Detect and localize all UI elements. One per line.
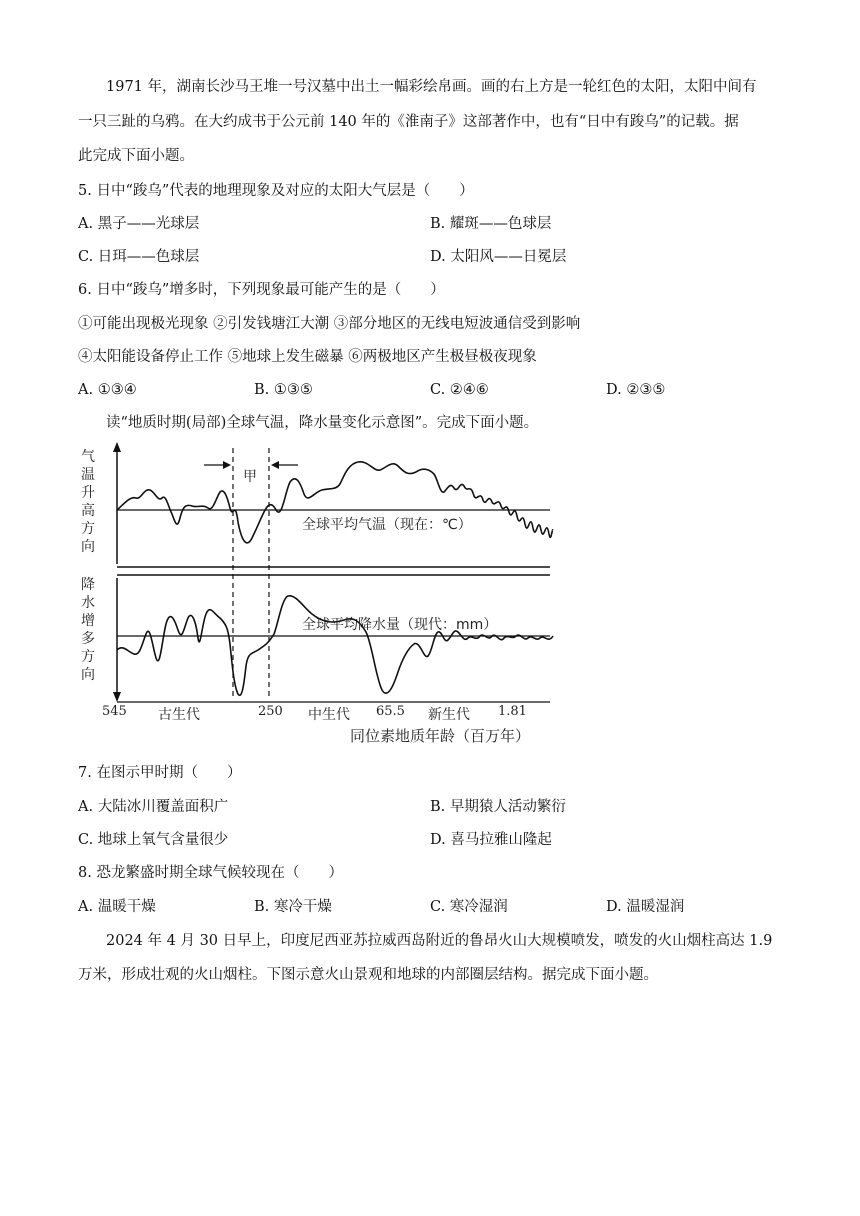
x-tick-1-81: 1.81 [498,704,527,719]
question-5-option-a[interactable]: A. 黑子——光球层 [78,216,200,232]
question-7-option-c[interactable]: C. 地球上氧气含量很少 [78,832,229,848]
question-8-stem: 8. 恐龙繁盛时期全球气候较现在（ ） [78,865,343,881]
precip-axis-arrow [113,692,121,702]
precip-axis-label: 降水增多方向 [81,577,95,683]
x-tick-545: 545 [102,704,127,719]
era-label-mesozoic: 中生代 [308,707,350,723]
question-7-option-d[interactable]: D. 喜马拉雅山隆起 [430,832,552,848]
question-6-option-a[interactable]: A. ①③④ [78,382,137,398]
x-tick-250: 250 [258,704,283,719]
question-8-option-c[interactable]: C. 寒冷湿润 [430,899,508,915]
question-6-option-b[interactable]: B. ①③⑤ [254,382,313,398]
question-6-stem: 6. 日中“踆乌”增多时，下列现象最可能产生的是（ ） [78,282,445,298]
temp-axis-label: 气温升高方向 [81,449,95,555]
question-8-option-a[interactable]: A. 温暖干燥 [78,899,156,915]
temp-axis-arrow [113,442,121,452]
period-jia-label: 甲 [243,469,257,485]
question-6-items-line-2: ④太阳能设备停止工作 ⑤地球上发生磁暴 ⑥两极地区产生极昼极夜现象 [78,349,537,365]
period-arrow-left-head [223,461,231,469]
question-5-option-c[interactable]: C. 日珥——色球层 [78,249,200,265]
question-5-option-d[interactable]: D. 太阳风——日冕层 [430,249,567,265]
passage3-line-1: 2024 年 4 月 30 日早上，印度尼西亚苏拉威西岛附近的鲁昂火山大规模喷发，喷发的火山烟柱高达 1.9 [106,933,773,949]
precip-baseline-label: 全球平均降水量（现代：mm） [302,617,498,633]
era-label-paleozoic: 古生代 [158,707,200,723]
x-tick-65-5: 65.5 [376,704,405,719]
passage2-line: 读“地质时期(局部)全球气温，降水量变化示意图”。完成下面小题。 [106,415,539,431]
passage1-line-2: 一只三趾的乌鸦。在大约成书于公元前 140 年的《淮南子》这部著作中，也有“日中有踆乌”的记载。据 [78,114,739,130]
passage1-line-3: 此完成下面小题。 [78,148,194,164]
question-8-option-b[interactable]: B. 寒冷干燥 [254,899,332,915]
question-6-option-d[interactable]: D. ②③⑤ [606,382,666,398]
paleoclimate-figure [78,438,568,748]
era-label-cenozoic: 新生代 [428,707,470,723]
passage1-line-1: 1971 年，湖南长沙马王堆一号汉墓中出土一幅彩绘帛画。画的右上方是一轮红色的太阳，太阳中间有 [106,79,757,95]
question-7-option-a[interactable]: A. 大陆冰川覆盖面积广 [78,799,229,815]
question-8-option-d[interactable]: D. 温暖湿润 [606,899,685,915]
question-5-stem: 5. 日中“踆乌”代表的地理现象及对应的太阳大气层是（ ） [78,183,474,199]
x-axis-label: 同位素地质年龄（百万年） [350,727,531,745]
question-6-items-line-1: ①可能出现极光现象 ②引发钱塘江大潮 ③部分地区的无线电短波通信受到影响 [78,316,581,332]
precipitation-curve [117,596,553,695]
temp-baseline-label: 全球平均气温（现在：℃） [302,517,472,533]
question-6-option-c[interactable]: C. ②④⑥ [430,382,489,398]
period-arrow-right-head [271,461,279,469]
question-7-stem: 7. 在图示甲时期（ ） [78,765,242,781]
paleoclimate-chart-svg [78,438,568,748]
question-5-option-b[interactable]: B. 耀斑——色球层 [430,216,552,232]
question-7-option-b[interactable]: B. 早期猿人活动繁衍 [430,799,566,815]
passage3-line-2: 万米，形成壮观的火山烟柱。下图示意火山景观和地球的内部圈层结构。据完成下面小题。 [78,967,658,983]
